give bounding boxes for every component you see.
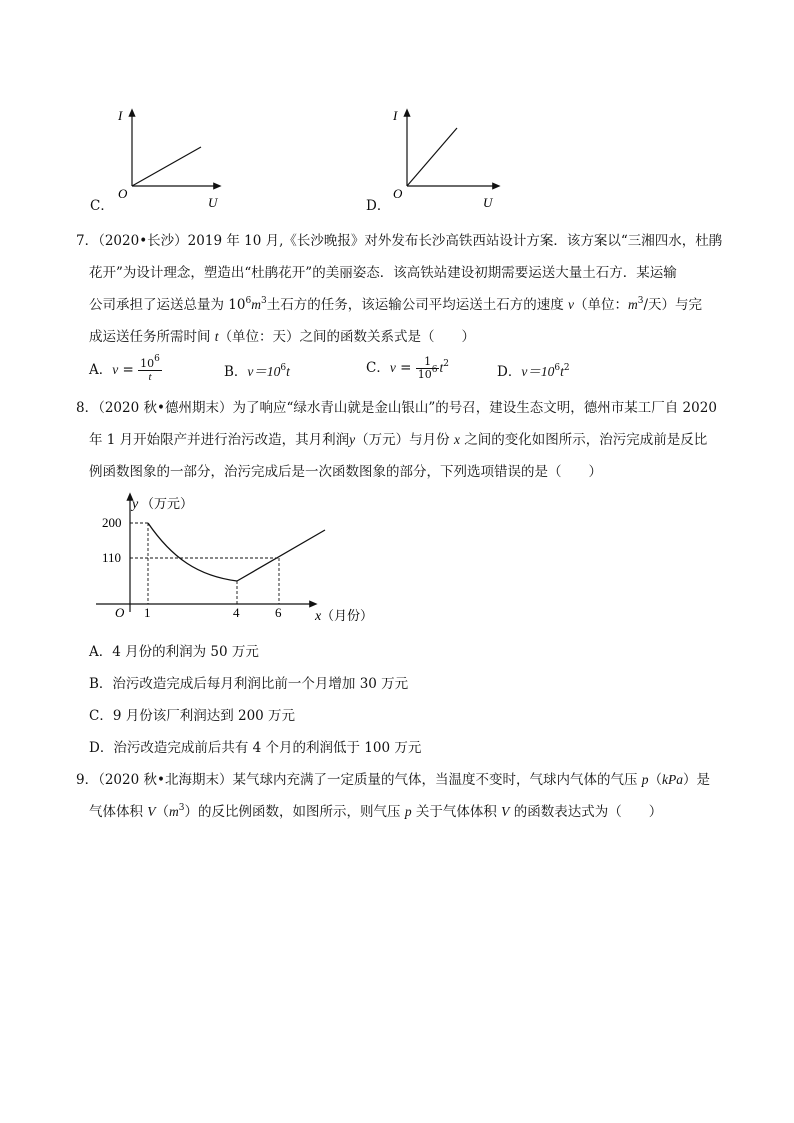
graph-c-y-label: I — [118, 108, 123, 123]
q8-text-1: 为了响应“绿水青山就是金山银山”的号召，建设生态文明，德州市某工厂自 2020 — [232, 400, 717, 416]
q7-option-a-num-exp: 6 — [154, 354, 160, 364]
q7-option-c-denominator — [416, 365, 440, 381]
q9-text-2a: 气体体积 — [89, 804, 148, 820]
q8-option-a[interactable]: A．4 月份的利润为 50 万元 — [89, 644, 259, 660]
q7-option-c-eq: = — [395, 360, 416, 376]
q8-text-2b: （万元）与月份 — [355, 432, 454, 448]
q8-linear-segment — [237, 530, 325, 581]
q7-option-a-eq: = — [118, 362, 139, 378]
q7-option-b[interactable] — [224, 362, 290, 382]
q7-line-3 — [89, 295, 702, 315]
q9-unit-kpa: kPa — [662, 772, 683, 787]
q8-origin: O — [115, 605, 125, 620]
q7-option-c-label: C． — [366, 360, 390, 376]
graph-d-origin: O — [393, 186, 403, 201]
q7-text-3d: /天）与完 — [643, 297, 703, 313]
q7-option-a-num-base: 10 — [140, 357, 155, 370]
q8-x-label-unit: （月份） — [321, 608, 374, 623]
q9-unit-m: m — [169, 804, 179, 819]
q8-inverse-curve — [148, 523, 237, 581]
q8-y-tick-200: 200 — [102, 515, 122, 530]
q7-option-d-label: D． — [497, 364, 522, 380]
q7-var-t: t — [214, 329, 219, 344]
q7-line-2: 花开”为设计理念，塑造出“杜鹃花开”的美丽姿态．该高铁站建设初期需要运送大量土石方．某运输 — [89, 265, 677, 281]
q7-option-d[interactable] — [497, 362, 570, 382]
q7-var-v: v — [568, 297, 574, 312]
graph-c-origin: O — [118, 186, 128, 201]
q8-line-3: 例函数图象的一部分，治污完成后是一次函数图象的部分，下列选项错误的是（ ） — [89, 464, 602, 480]
q9-text-1b: （ — [648, 772, 662, 788]
q8-x-label-var: x — [315, 609, 322, 624]
q9-line-2 — [89, 802, 662, 822]
q8-y-label-unit: （万元） — [141, 496, 194, 511]
q9-text-2e: 的函数表达式为（ ） — [509, 804, 663, 820]
q7-text-4b: （单位：天）之间的函数关系式是（ ） — [218, 329, 476, 345]
q9-source: 9．（2020 秋•北海期末） — [76, 772, 233, 788]
q7-line-1 — [76, 231, 722, 251]
q7-unit-m: m — [251, 297, 261, 312]
q8-option-c[interactable]: C．9 月份该厂利润达到 200 万元 — [89, 708, 296, 724]
q7-option-c[interactable] — [366, 356, 449, 381]
q9-var-p: p — [641, 772, 649, 787]
q7-option-d-t-exp: 2 — [563, 363, 570, 373]
graph-d-y-label: I — [393, 108, 398, 123]
q8-var-y: y — [349, 432, 356, 447]
q7-option-b-text: v＝10 — [247, 364, 281, 379]
q7-source: 7．（2020•长沙） — [76, 233, 188, 249]
q9-text-2c: ）的反比例函数，如图所示，则气压 — [184, 804, 405, 820]
q7-option-d-t: t — [560, 364, 564, 379]
q9-text-2d: 关于气体体积 — [411, 804, 502, 820]
q9-var-p2: p — [404, 804, 412, 819]
q8-graph — [88, 490, 388, 630]
q8-x-tick-6: 6 — [275, 605, 282, 620]
q9-line-1 — [76, 770, 710, 790]
q8-y-tick-110: 110 — [102, 550, 122, 565]
q7-option-a-label: A． — [89, 362, 113, 378]
q8-x-tick-4: 4 — [233, 605, 240, 620]
q7-option-c-t: t — [439, 360, 444, 375]
q9-var-V: V — [147, 804, 156, 819]
q7-text-1: 2019 年 10 月,《长沙晚报》对外发布长沙高铁西站设计方案．该方案以“三湘四水，杜鹃 — [187, 233, 723, 249]
q7-option-c-numerator: 1 — [416, 356, 440, 369]
q8-option-b[interactable]: B．治污改造完成后每月利润比前一个月增加 30 万元 — [89, 676, 409, 692]
q6-option-c-label: C． — [90, 198, 114, 214]
q7-option-d-exp: 6 — [554, 363, 561, 373]
q9-text-1a: 某气球内充满了一定质量的气体，当温度不变时，气球内气体的气压 — [232, 772, 642, 788]
q7-option-a-fraction — [138, 354, 162, 383]
q9-exp-3: 3 — [178, 803, 185, 813]
q7-text-3a: 公司承担了运送总量为 10 — [89, 297, 246, 313]
q7-line-4 — [89, 327, 475, 347]
q8-graph-svg — [88, 490, 388, 630]
q7-option-c-t-exp: 2 — [443, 359, 449, 369]
q7-exp-3: 3 — [260, 296, 267, 306]
q7-exp-3b: 3 — [637, 296, 644, 306]
q8-text-2a: 年 1 月开始限产并进行治污改造，其月利润 — [89, 432, 350, 448]
q8-source: 8．（2020 秋•德州期末） — [76, 400, 233, 416]
q9-var-V2: V — [501, 804, 510, 819]
graph-c-line — [132, 147, 201, 186]
q7-option-c-den-base: 10 — [417, 368, 432, 381]
q7-text-4a: 成运送任务所需时间 — [89, 329, 215, 345]
q7-exp-6: 6 — [245, 296, 252, 306]
q8-var-x: x — [453, 432, 460, 447]
q6-option-d-label: D． — [366, 198, 391, 214]
q8-x-tick-1: 1 — [144, 605, 151, 620]
q7-text-3c: （单位： — [574, 297, 628, 313]
q7-text-3b: 土石方的任务，该运输公司平均运送土石方的速度 — [266, 297, 568, 313]
q7-option-a-v: v — [112, 362, 119, 377]
graph-d-x-label: U — [483, 195, 493, 210]
graph-c-x-label: U — [208, 195, 218, 210]
q7-option-a-denominator: t — [148, 371, 152, 383]
q7-option-c-fraction — [416, 356, 440, 381]
q7-option-b-t: t — [286, 364, 290, 379]
q8-option-d[interactable]: D．治污改造完成前后共有 4 个月的利润低于 100 万元 — [89, 740, 422, 756]
q8-line-2 — [89, 430, 707, 450]
q7-option-a[interactable] — [89, 354, 162, 383]
q9-text-1c: ）是 — [683, 772, 710, 788]
q8-y-label-var: y — [132, 497, 139, 512]
q7-option-a-numerator — [138, 354, 162, 371]
q7-option-b-label: B． — [224, 364, 248, 380]
q7-option-c-den-exp: 6 — [431, 365, 438, 375]
graph-d-line — [407, 128, 457, 186]
q8-text-2c: 之间的变化如图所示，治污完成前是反比 — [459, 432, 708, 448]
q7-option-b-exp: 6 — [280, 363, 287, 373]
q9-text-2b: （ — [155, 804, 170, 820]
q7-option-c-v: v — [389, 360, 396, 375]
q8-line-1 — [76, 398, 717, 418]
q7-unit-m2: m — [628, 297, 638, 312]
q7-option-d-text: v＝10 — [521, 364, 555, 379]
